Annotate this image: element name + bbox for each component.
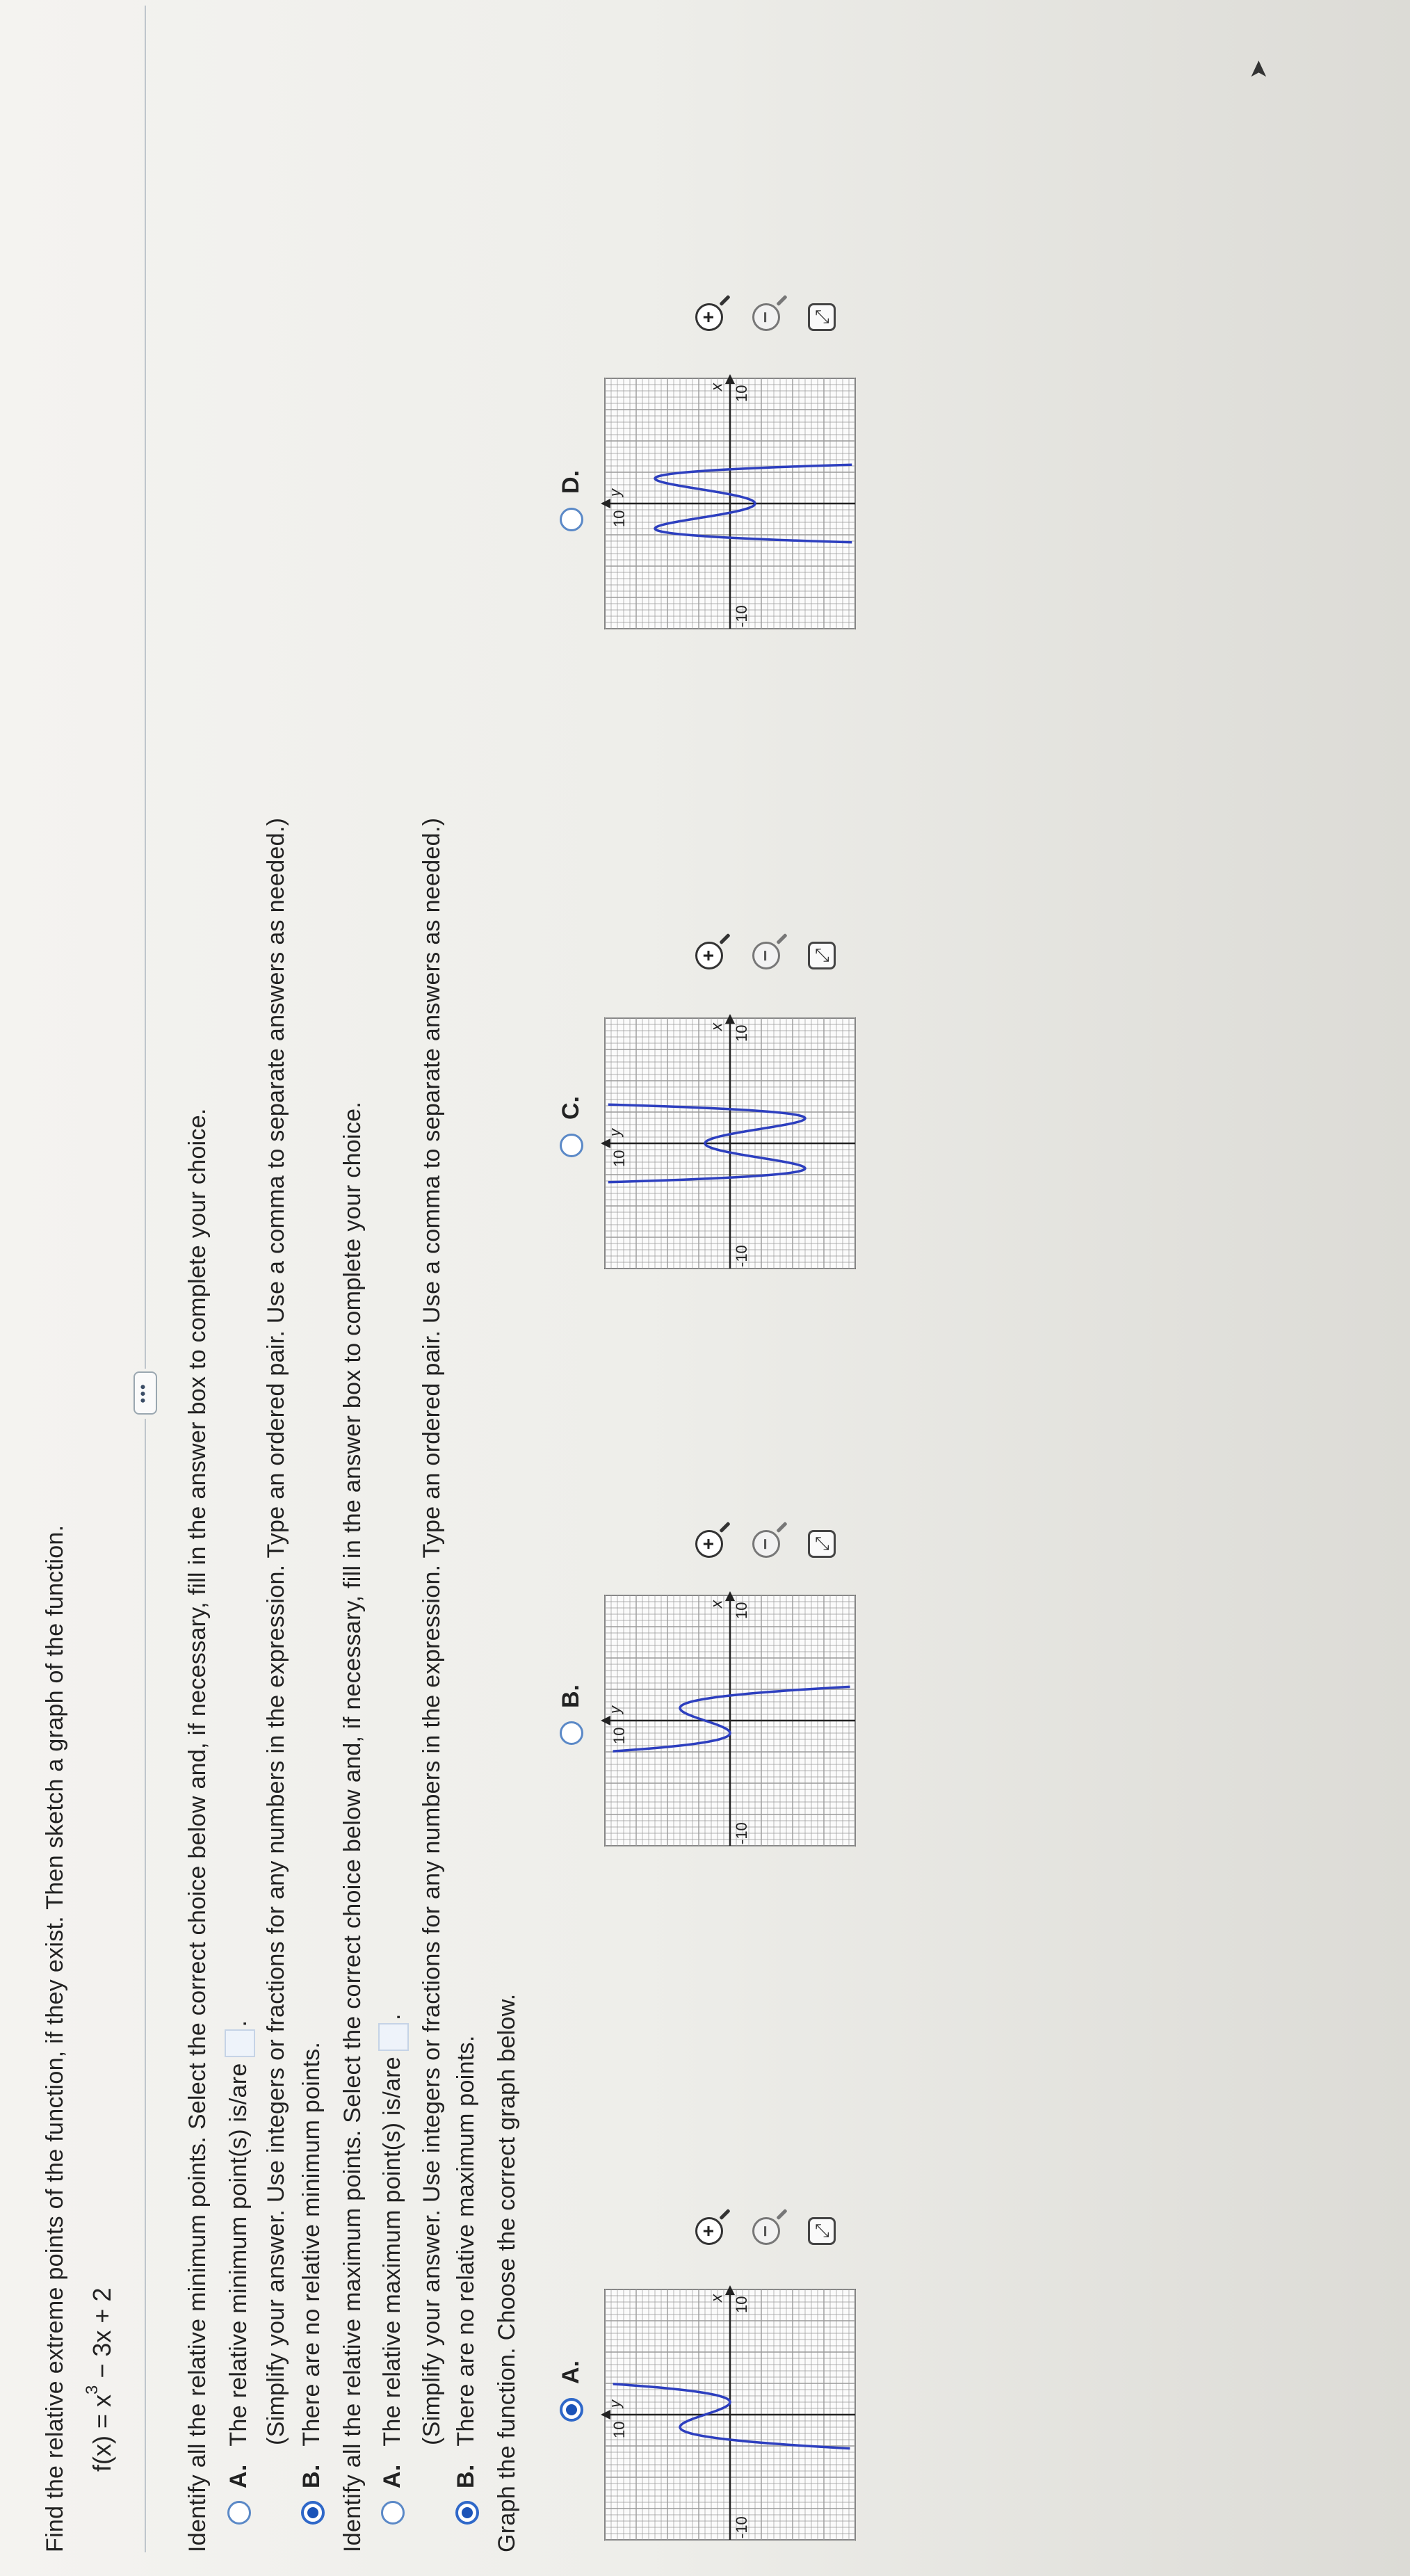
graph-option-a-plot	[598, 2283, 862, 2547]
min-option-b-text: There are no relative minimum points.	[298, 2041, 325, 2447]
graph-option-c-plot	[598, 1011, 862, 1275]
y-axis-label: y	[606, 1129, 624, 1136]
graph-option-b-radio[interactable]	[560, 1721, 583, 1745]
section-divider-right	[145, 6, 146, 1369]
graph-option-a-radio[interactable]	[560, 2398, 583, 2422]
graph-instruction: Graph the function. Choose the correct graph below.	[494, 1993, 520, 2552]
graph-option-a-letter: A.	[558, 2360, 584, 2384]
tick-label-right: 10	[733, 1024, 750, 1042]
graph-option-a	[598, 2283, 862, 2547]
tick-label-right: 10	[733, 385, 750, 402]
question-prompt: Find the relative extreme points of the function, if they exist. Then sketch a graph of the function.	[42, 1524, 68, 2552]
min-option-b-radio[interactable]	[301, 2501, 325, 2525]
graph-option-d-radio[interactable]	[560, 508, 583, 531]
min-option-a-letter: A.	[225, 2464, 252, 2488]
expand-icon[interactable]: ⤢	[808, 2217, 836, 2245]
expand-icon[interactable]: ⤢	[808, 942, 836, 969]
tick-label-left: -10	[733, 2516, 750, 2538]
max-option-b-row	[453, 2035, 480, 2488]
min-option-a-hint: (Simplify your answer. Use integers or fractions for any numbers in the expression. Type an ordered pair. Use a comma to separate answers as needed.)	[263, 817, 289, 2445]
graph-option-d-plot	[598, 371, 862, 636]
y-axis-label: y	[606, 1706, 624, 1714]
x-axis-label: x	[708, 1023, 725, 1031]
max-option-a-row: A. The relative maximum point(s) is/are.	[378, 2013, 409, 2488]
tick-label-right: 10	[733, 1602, 750, 1619]
function-exponent: 3	[83, 2385, 102, 2394]
x-axis-label: x	[708, 2294, 725, 2302]
tick-label-top: 10	[610, 510, 628, 527]
tick-label-top: 10	[610, 2421, 628, 2438]
zoom-in-icon[interactable]: +	[695, 303, 723, 331]
x-axis-label: x	[708, 383, 725, 391]
zoom-out-icon[interactable]: −	[752, 303, 780, 331]
min-answer-box[interactable]	[225, 2029, 255, 2057]
x-axis-label: x	[708, 1600, 725, 1608]
mouse-cursor-icon: ➤	[1245, 59, 1272, 79]
min-instruction: Identify all the relative minimum points. Select the correct choice below and, if necessary, fill in the answer box to complete your choice.	[184, 1108, 211, 2552]
min-option-a-text: The relative minimum point(s) is/are	[225, 2063, 252, 2447]
max-answer-box[interactable]	[378, 2023, 409, 2051]
graph-option-c-letter: C.	[558, 1096, 584, 1120]
max-option-a-letter: A.	[378, 2464, 405, 2488]
graph-option-d-letter: D.	[558, 470, 584, 494]
max-option-a-hint: (Simplify your answer. Use integers or fractions for any numbers in the expression. Type an ordered pair. Use a comma to separate answers as needed.)	[419, 817, 445, 2445]
zoom-out-icon[interactable]: −	[752, 2217, 780, 2245]
min-option-b-row	[298, 2042, 325, 2488]
more-button[interactable]: •••	[133, 1371, 157, 1415]
graph-option-b	[598, 1588, 862, 1853]
graph-option-c-radio[interactable]	[560, 1134, 583, 1157]
max-option-b-text: There are no relative maximum points.	[453, 2035, 479, 2447]
zoom-out-icon[interactable]: −	[752, 1530, 780, 1558]
section-divider-left	[145, 1419, 146, 2552]
function-expression	[83, 2287, 117, 2472]
max-instruction: Identify all the relative maximum points. Select the correct choice below and, if necessary, fill in the answer box to complete your choice.	[339, 1101, 366, 2552]
function-rest: − 3x + 2	[88, 2287, 116, 2385]
tick-label-top: 10	[610, 1150, 628, 1167]
max-option-a-radio[interactable]	[381, 2501, 405, 2525]
min-option-a-row: A. The relative minimum point(s) is/are.	[225, 2020, 255, 2488]
max-option-a-text: The relative maximum point(s) is/are	[378, 2056, 405, 2447]
y-axis-label: y	[606, 2400, 624, 2408]
zoom-in-icon[interactable]: +	[695, 1530, 723, 1558]
expand-icon[interactable]: ⤢	[808, 1530, 836, 1558]
zoom-in-icon[interactable]: +	[695, 2217, 723, 2245]
min-option-a-radio[interactable]	[227, 2501, 251, 2525]
tick-label-left: -10	[733, 605, 750, 627]
graph-option-c	[598, 1011, 862, 1275]
expand-icon[interactable]: ⤢	[808, 303, 836, 331]
graph-option-d	[598, 371, 862, 636]
tick-label-top: 10	[610, 1727, 628, 1744]
y-axis-label: y	[606, 489, 624, 497]
function-text: f(x) = x	[88, 2394, 116, 2472]
max-option-b-letter: B.	[453, 2464, 479, 2488]
graph-option-b-letter: B.	[558, 1684, 584, 1708]
graph-option-b-plot	[598, 1588, 862, 1853]
zoom-out-icon[interactable]: −	[752, 942, 780, 969]
max-option-b-radio[interactable]	[455, 2501, 479, 2525]
tick-label-left: -10	[733, 1822, 750, 1844]
min-option-b-letter: B.	[298, 2464, 325, 2488]
zoom-in-icon[interactable]: +	[695, 942, 723, 969]
tick-label-left: -10	[733, 1245, 750, 1267]
tick-label-right: 10	[733, 2296, 750, 2313]
